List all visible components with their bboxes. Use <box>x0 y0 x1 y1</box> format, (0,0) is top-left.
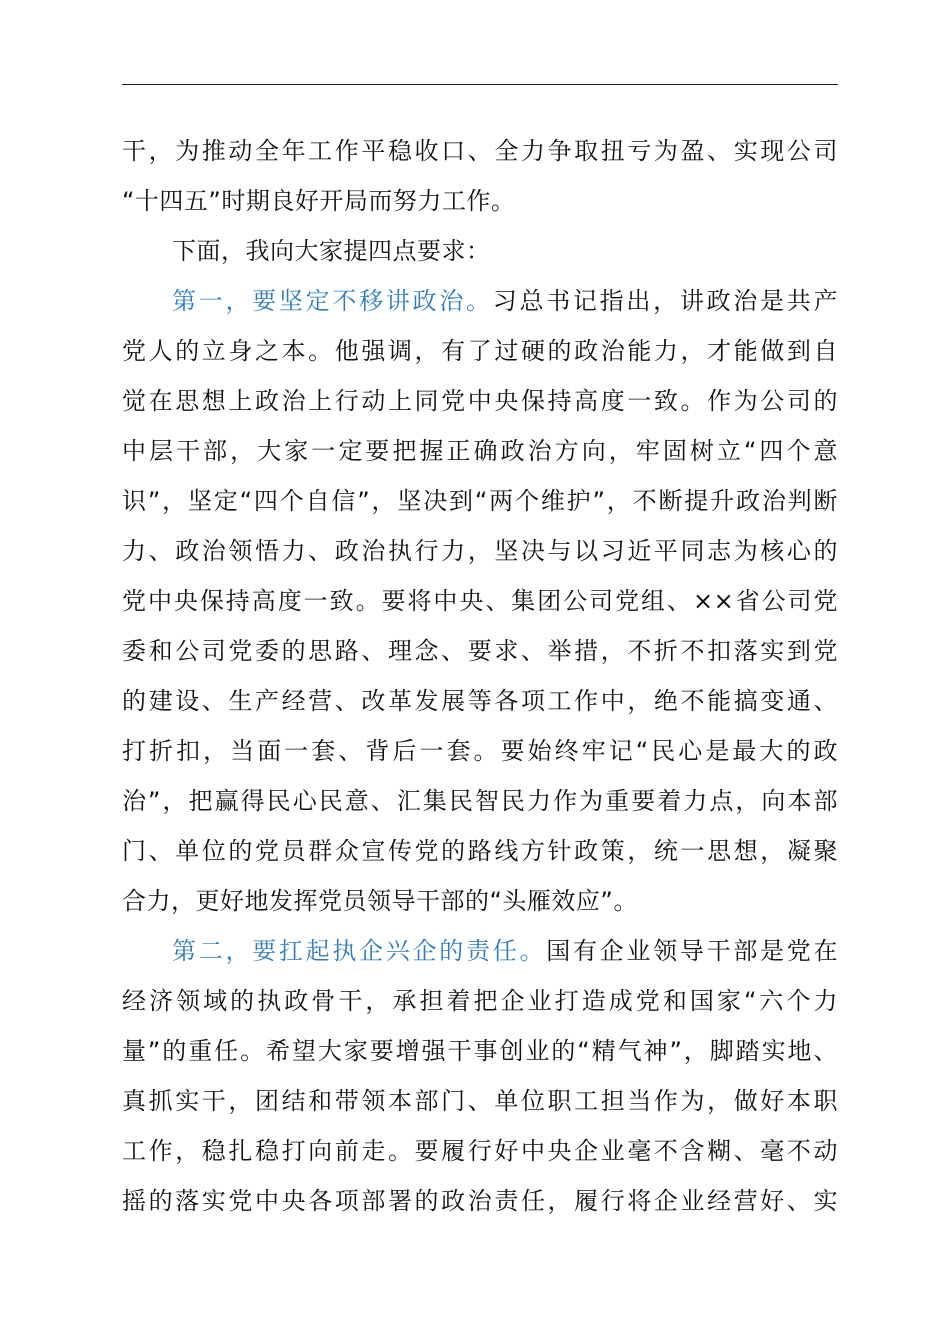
line-text: 合力，更好地发挥党员领导干部的“头雁效应”。 <box>122 887 638 915</box>
text-line <box>122 276 838 326</box>
text-line <box>122 976 838 1026</box>
text-line <box>122 476 838 526</box>
text-line <box>122 426 838 476</box>
line-text: 治”，把赢得民心民意、汇集民智民力作为重要着力点，向本部 <box>122 787 838 815</box>
header-rule <box>122 84 838 85</box>
line-text: 真抓实干，团结和带领本部门、单位职工担当作为，做好本职 <box>122 1087 838 1115</box>
line-text: 干，为推动全年工作平稳收口、全力争取扭亏为盈、实现公司 <box>122 137 838 165</box>
section-heading: 第一，要坚定不移讲政治。 <box>172 287 493 315</box>
text-line <box>122 776 838 826</box>
text-line <box>122 326 838 376</box>
line-text: 国有企业领导干部是党在 <box>546 937 839 965</box>
line-text: 觉在思想上政治上行动上同党中央保持高度一致。作为公司的 <box>122 387 838 415</box>
text-line <box>122 1076 838 1126</box>
text-line <box>122 1126 838 1176</box>
text-line <box>122 176 838 226</box>
line-text: 打折扣，当面一套、背后一套。要始终牢记“民心是最大的政 <box>122 737 838 765</box>
line-text: 习总书记指出，讲政治是共产 <box>492 287 838 315</box>
text-line <box>122 576 838 626</box>
line-text: 门、单位的党员群众宣传党的路线方针政策，统一思想，凝聚 <box>122 837 838 865</box>
text-line <box>122 1026 838 1076</box>
line-text: 量”的重任。希望大家要增强干事创业的“精气神”，脚踏实地、 <box>122 1037 838 1065</box>
text-line <box>122 226 838 276</box>
text-line <box>122 1176 838 1226</box>
line-text: 力、政治领悟力、政治执行力，坚决与以习近平同志为核心的 <box>122 537 838 565</box>
text-line <box>122 676 838 726</box>
text-line <box>122 376 838 426</box>
text-line <box>122 826 838 876</box>
text-line <box>122 726 838 776</box>
text-line <box>122 876 838 926</box>
line-text: 下面，我向大家提四点要求： <box>172 237 491 265</box>
line-text: 党中央保持高度一致。要将中央、集团公司党组、××省公司党 <box>122 587 838 615</box>
line-text: 工作，稳扎稳打向前走。要履行好中央企业毫不含糊、毫不动 <box>122 1137 838 1165</box>
section-heading: 第二，要扛起执企兴企的责任。 <box>172 937 547 965</box>
text-line <box>122 126 838 176</box>
text-line <box>122 526 838 576</box>
line-text: 识”，坚定“四个自信”，坚决到“两个维护”，不断提升政治判断 <box>122 487 838 515</box>
body-text <box>122 126 838 1226</box>
line-text: 委和公司党委的思路、理念、要求、举措，不折不扣落实到党 <box>122 637 838 665</box>
line-text: 党人的立身之本。他强调，有了过硬的政治能力，才能做到自 <box>122 337 838 365</box>
line-text: 的建设、生产经营、改革发展等各项工作中，绝不能搞变通、 <box>122 687 838 715</box>
line-text: 中层干部，大家一定要把握正确政治方向，牢固树立“四个意 <box>122 437 838 465</box>
text-line <box>122 926 838 976</box>
line-text: 经济领域的执政骨干，承担着把企业打造成党和国家“六个力 <box>122 987 838 1015</box>
line-text: 摇的落实党中央各项部署的政治责任，履行将企业经营好、实 <box>122 1187 838 1215</box>
text-line <box>122 626 838 676</box>
line-text: “十四五”时期良好开局而努力工作。 <box>122 187 516 215</box>
